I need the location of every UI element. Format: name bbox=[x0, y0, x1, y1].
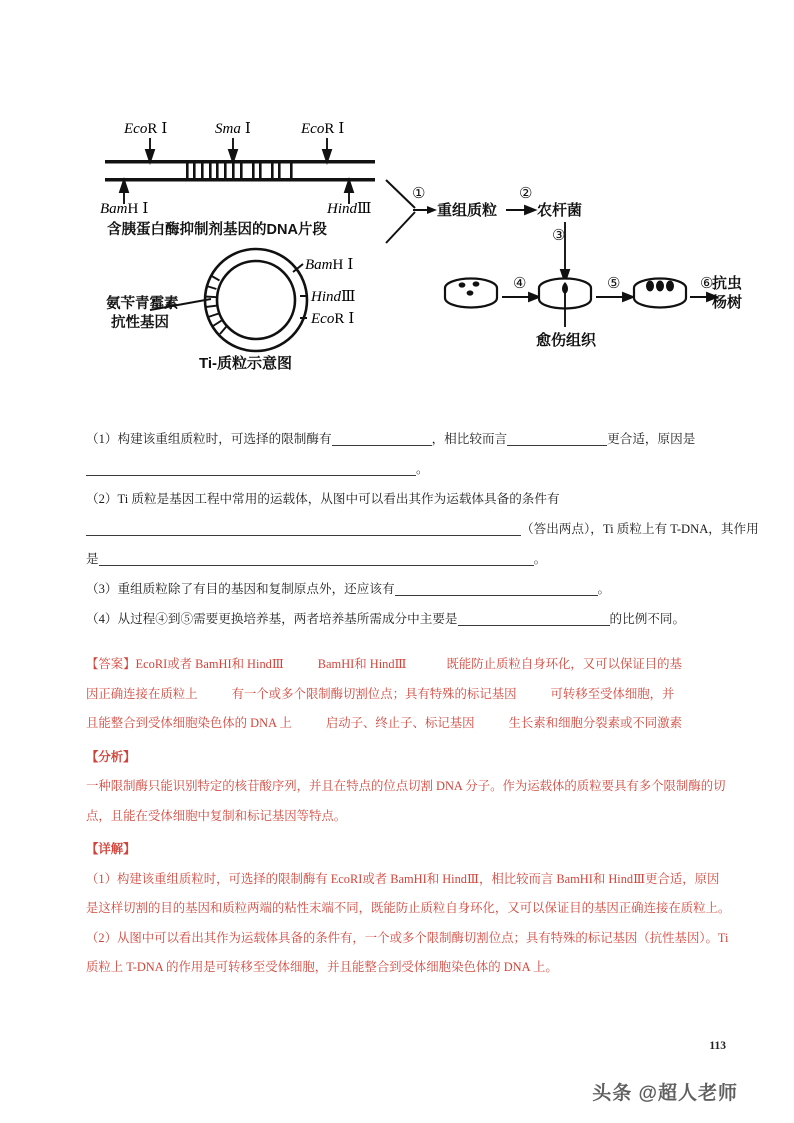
question-2-line-3 bbox=[86, 544, 726, 574]
flow-step-1: ① bbox=[412, 186, 426, 202]
watermark: 头条 @超人老师 bbox=[592, 1083, 738, 1104]
plasmid-label-hindiii: HindⅢ bbox=[311, 289, 356, 305]
analysis-text: 一种限制酶只能识别特定的核苷酸序列，并且在特点的位点切割 DNA 分子。作为运载体的质粒要具有多个限制酶的切点，且能在受体细胞中复制和标记基因等特点。 bbox=[86, 779, 726, 823]
petri-dish-1 bbox=[445, 279, 497, 308]
question-2-seg-1: （2）Ti 质粒是基因工程中常用的运载体，从图中可以看出其作为运载体具备的条件有 bbox=[86, 492, 560, 506]
flow-arrow-4 bbox=[502, 293, 539, 301]
question-4-seg-2: 的比例不同。 bbox=[609, 612, 686, 626]
question-1-seg-4: 。 bbox=[416, 462, 429, 476]
question-1-seg-3: 更合适，原因是 bbox=[607, 432, 696, 446]
dna-label-ecori-left: EcoR Ⅰ bbox=[124, 121, 168, 137]
answer-item-5-part2: 且能整合到受体细胞染色体的 DNA 上 bbox=[86, 716, 292, 730]
flow-node-agrobacterium: 农杆菌 bbox=[537, 202, 583, 219]
flow-step-2: ② bbox=[519, 186, 533, 202]
question-4-line-1 bbox=[86, 604, 726, 634]
plasmid-label-ecori: EcoR Ⅰ bbox=[311, 311, 355, 327]
flow-node-recombinant-plasmid: 重组质粒 bbox=[437, 202, 498, 219]
answer-blank-2b[interactable] bbox=[99, 551, 534, 566]
answer-tag-and-item-1: 【答案】EcoRI或者 BamHI和 HindⅢ bbox=[86, 657, 284, 671]
dna-fragment-bar bbox=[105, 160, 375, 182]
answer-blank-1c[interactable] bbox=[86, 461, 416, 476]
answer-item-3-part2: 因正确连接在质粒上 bbox=[86, 686, 198, 701]
dna-label-ecori-right: EcoR Ⅰ bbox=[301, 121, 345, 137]
answer-section bbox=[86, 650, 731, 983]
analysis-tag: 【分析】 bbox=[86, 749, 136, 764]
dna-fragment-caption: 含胰蛋白酶抑制剂基因的DNA片段 bbox=[107, 222, 327, 238]
dna-bottom-arrows bbox=[120, 180, 353, 204]
question-3-line-1 bbox=[86, 574, 726, 604]
question-2-line-2 bbox=[86, 514, 759, 544]
answer-blank-4a[interactable] bbox=[458, 611, 610, 626]
question-3-seg-2: 。 bbox=[597, 582, 611, 596]
ti-plasmid bbox=[205, 249, 307, 351]
question-2-seg-4: 。 bbox=[533, 552, 547, 566]
answer-line-1 bbox=[86, 650, 731, 680]
page-number: 113 bbox=[709, 1040, 726, 1052]
detail-tag: 【详解】 bbox=[86, 842, 136, 856]
plasmid-caption: Ti-质粒示意图 bbox=[199, 355, 293, 372]
detail-paragraph-2: （2）从图中可以看出其作为运载体具备的条件有，一个或多个限制酶切割位点；具有特殊的标记基因（抗性基因）。Ti 质粒上 T-DNA 的作用是可转移至受体细胞，并且能整合到受体细胞染色体的 DNA 上。 bbox=[86, 930, 729, 974]
question-2-seg-3: 是 bbox=[86, 552, 99, 566]
flow-step-3: ③ bbox=[552, 228, 566, 244]
dna-label-bamhi: BamH Ⅰ bbox=[100, 201, 149, 217]
answer-item-6: 启动子、终止子、标记基因 bbox=[325, 716, 475, 730]
answer-line-3 bbox=[86, 709, 731, 739]
question-2-line-1 bbox=[86, 484, 726, 514]
answer-blank-1b[interactable] bbox=[507, 431, 607, 446]
question-1-seg-1: （1）构建该重组质粒时，可选择的限制酶有 bbox=[86, 432, 332, 446]
flow-step-6: ⑥ bbox=[700, 276, 714, 292]
answer-item-4: 有一个或多个限制酶切割位点；具有特殊的标记基因 bbox=[231, 686, 517, 701]
question-4-seg-1: （4）从过程④到⑤需要更换培养基，两者培养基所需成分中主要是 bbox=[86, 612, 458, 626]
answer-line-2 bbox=[86, 680, 731, 710]
answer-item-5-part1: 可转移至受体细胞，并 bbox=[550, 686, 675, 701]
question-list bbox=[86, 424, 759, 634]
dna-top-arrows bbox=[146, 138, 331, 162]
question-1-line-1 bbox=[86, 424, 726, 454]
answer-item-3-part1: 既能防止质粒自身环化，又可以保证目的基 bbox=[446, 657, 682, 671]
flow-step-5: ⑤ bbox=[607, 276, 621, 292]
question-2-seg-2: （答出两点），Ti 质粒上有 T-DNA，其作用 bbox=[521, 522, 759, 536]
question-1-line-2 bbox=[86, 454, 726, 484]
flow-node-result-line1: 抗虫 bbox=[712, 275, 743, 292]
answer-item-7: 生长素和细胞分裂素或不同激素 bbox=[508, 716, 682, 730]
detail-paragraph-1: （1）构建该重组质粒时，可选择的限制酶有 EcoRI或者 BamHI和 HindⅢ，相比较而言 BamHI和 HindⅢ更合适，原因是这样切割的目的基因和质粒两端的粘性末端不同，既能防止质粒自身环化，又可以保证目的基因正确连接在质粒上。 bbox=[86, 871, 731, 915]
plasmid-gene-label-line2: 抗性基因 bbox=[111, 315, 169, 331]
plasmid-label-bamhi: BamH Ⅰ bbox=[305, 257, 354, 273]
plasmid-gene-label-line1: 氨苄青霉素 bbox=[106, 296, 179, 312]
answer-item-2: BamHI和 HindⅢ bbox=[317, 657, 407, 671]
flow-node-callus: 愈伤组织 bbox=[536, 332, 597, 349]
question-1-seg-2: ，相比较而言 bbox=[431, 432, 508, 446]
question-3-seg-1: （3）重组质粒除了有目的基因和复制原点外，还应该有 bbox=[86, 582, 395, 596]
answer-blank-2a[interactable] bbox=[86, 521, 521, 536]
answer-blank-3a[interactable] bbox=[395, 581, 598, 596]
biology-diagram bbox=[0, 0, 794, 400]
dna-label-smai: Sma Ⅰ bbox=[215, 121, 251, 137]
dna-label-hindiii: HindⅢ bbox=[327, 201, 372, 217]
flow-arrow-2 bbox=[506, 206, 535, 214]
flow-node-result-line2: 杨树 bbox=[712, 294, 743, 311]
answer-blank-1a[interactable] bbox=[332, 431, 432, 446]
flow-arrow-5 bbox=[596, 293, 633, 301]
flow-step-4: ④ bbox=[513, 276, 527, 292]
petri-dish-3 bbox=[634, 279, 686, 308]
